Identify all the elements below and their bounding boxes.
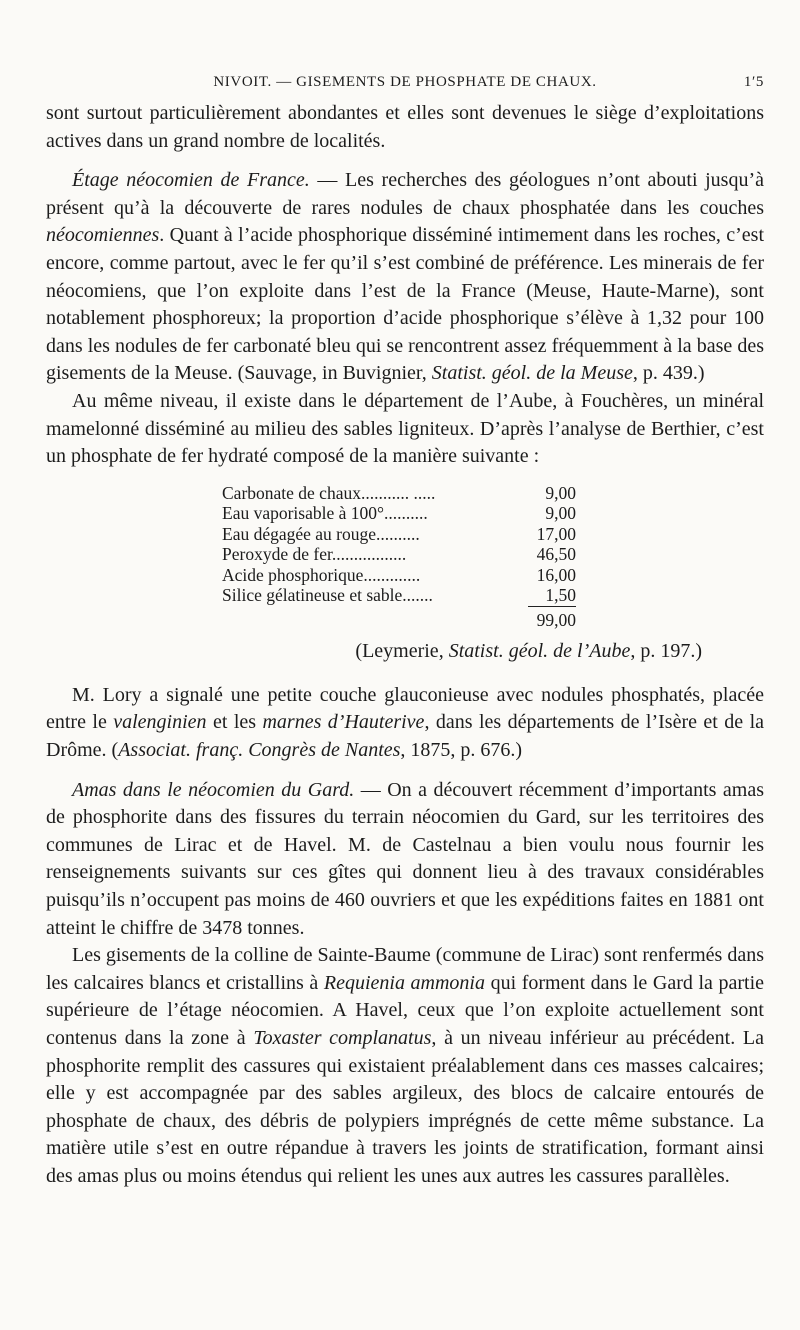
- table-row: Silice gélatineuse et sable....... 1,50: [222, 585, 576, 606]
- table-row: Carbonate de chaux........... ..... 9,00: [222, 482, 576, 503]
- table-row: Eau dégagée au rouge.......... 17,00: [222, 523, 576, 544]
- section-title-gard: Amas dans le néocomien du Gard.: [72, 778, 355, 801]
- page: [46, 74, 764, 1191]
- table-row: Eau vaporisable à 100°.......... 9,00: [222, 503, 576, 524]
- paragraph-gard: Amas dans le néocomien du Gard. — On a découvert récemment d’importants amas de phosphorite dans des fissures du terrain néocomien du Gard, sur les territoires des communes de Lirac et de Havel. M. de Castelnau a bien voulu nous fournir les renseignements suivants sur ces gîtes qui donnent lieu à des travaux considérables puisqu’ils n’occupent pas moins de 460 ouvriers et que les expéditions faites en 1881 ont atteint le chiffre de 3478 tonnes.: [46, 778, 765, 939]
- citation-leymerie: (Leymerie, Statist. géol. de l’Aube, p. 197.): [355, 640, 702, 663]
- paragraph-neocomien-france: Étage néocomien de France. — Les recherches des géologues n’ont abouti jusqu’à présent qu’à la découverte de rares nodules de chaux phosphatée dans les couches néocomiennes. Quant à l’acide phosphorique disséminé intimement dans les roches, c’est encore, comme partout, avec le fer qu’il s’est combiné de préférence. Les minerais de fer néocomiens, que l’on exploite dans l’est de la France (Meuse, Haute-Marne), sont notablement phosphoreux; la proportion d’acide phosphorique s’élève à 1,32 pour 100 dans les nodules de fer carbonaté bleu qui se rencontrent assez fréquemment à la base des gisements de la Meuse. (Sauvage, in Buvignier, Statist. géol. de la Meuse, p. 439.): [46, 169, 764, 385]
- paragraph-continuation: sont surtout particulièrement abondantes et elles sont devenues le siège d’exploitations actives dans un grand nombre de localités.: [46, 102, 764, 152]
- running-title: NIVOIT. — GISEMENTS DE PHOSPHATE DE CHAUX.: [213, 74, 597, 90]
- page-number: 1′5: [743, 74, 764, 90]
- section-title-neocomien-france: Étage néocomien de France.: [72, 169, 310, 192]
- table-row: Acide phosphorique............. 16,00: [222, 564, 576, 585]
- paragraph-aube: Au même niveau, il existe dans le département de l’Aube, à Fouchères, un minéral mamelonné disséminé au milieu des sables ligniteux. D’après l’analyse de Berthier, c’est un phosphate de fer hydraté composé de la manière suivante :: [46, 389, 764, 468]
- paragraph-lory: M. Lory a signalé une petite couche glauconieuse avec nodules phosphatés, placée entre le valenginien et les marnes d’Hauterive, dans les départements de l’Isère et de la Drôme. (Associat. franç. Congrès de Nantes, 1875, p. 676.): [46, 683, 764, 761]
- table-row: Peroxyde de fer................. 46,50: [222, 544, 576, 565]
- running-header: [46, 74, 764, 100]
- table-total: 99,00: [528, 606, 576, 630]
- table-total-row: [222, 606, 576, 630]
- analysis-table: [222, 483, 576, 631]
- paragraph-sainte-baume: Les gisements de la colline de Sainte-Baume (commune de Lirac) sont renfermés dans les calcaires blancs et cristallins à Requienia ammonia qui forment dans le Gard la partie supérieure de l’étage néocomien. A Havel, ceux que l’on exploite actuellement sont contenus dans la zone à Toxaster complanatus, à un niveau inférieur au précédent. La phosphorite remplit des cassures qui existaient préalablement dans ces masses calcaires; elle y est accompagnée par des sables argileux, des blocs de calcaire entourés de phosphate de chaux, des débris de polypiers imprégnés de cette même substance. La matière utile s’est en outre répandue à travers les joints de stratification, formant ainsi des amas plus ou moins étendus qui relient les unes aux autres les cassures parallèles.: [46, 944, 765, 1187]
